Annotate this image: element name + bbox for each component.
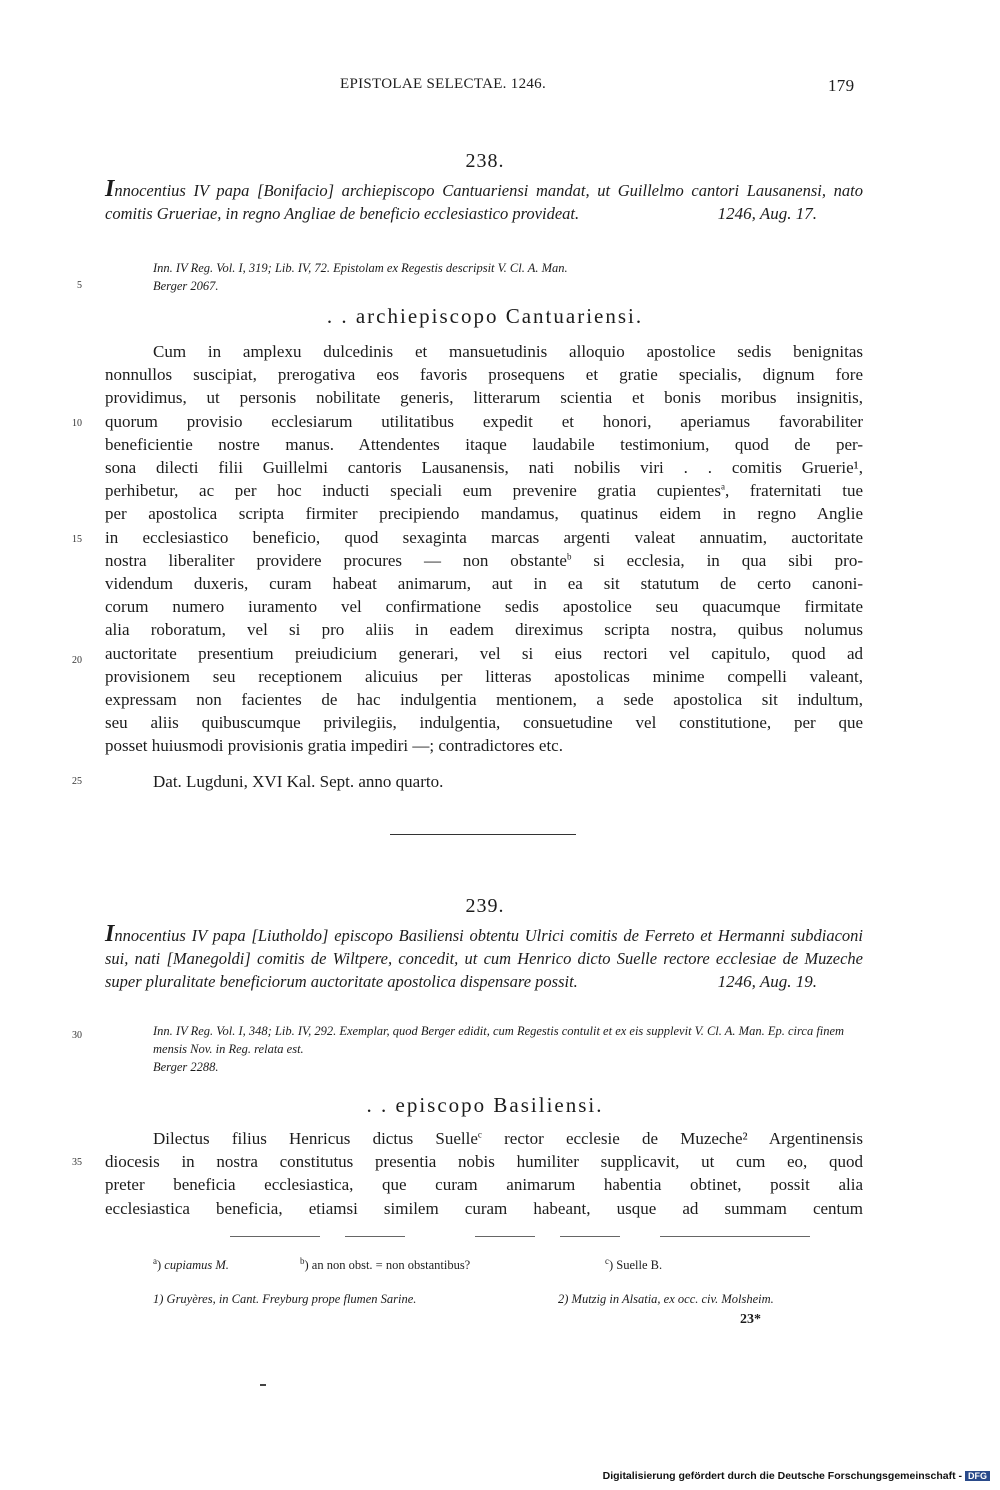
note-marker: a (720, 481, 725, 492)
dating-line: Dat. Lugduni, XVI Kal. Sept. anno quarto. (153, 772, 444, 791)
line-number: 10 (72, 418, 82, 429)
body-line: in ecclesiastico beneficio, quod sexaginta marcas argenti valeat annuatim, auctoritate (105, 527, 863, 547)
body-line: Dilectus filius Henricus dictus Suelle$^c$ rector ecclesie de Muzeche² Argentinensis (153, 1129, 863, 1148)
letter-239-address: . . episcopo Basiliensi. (366, 1093, 604, 1117)
body-line: beneficientie nostre manus. Attendentes itaque laudabile testimonium, quod de per- (105, 434, 863, 454)
footnote-c: $^c$) Suelle B. (605, 1255, 663, 1272)
footnote-text: Suelle B. (616, 1258, 663, 1272)
letter-238-source (153, 259, 863, 295)
footnote-text: 1) Gruyères, in Cant. Freyburg prope flumen Sarine. (153, 1292, 417, 1306)
letter-239-body (105, 1127, 863, 1220)
body-line: ecclesiastica beneficia, etiamsi similem curam habeant, usque ad summam centum (105, 1198, 863, 1218)
footnote-text: 2) Mutzig in Alsatia, ex occ. civ. Molsheim. (558, 1292, 774, 1306)
digitization-credit (603, 1470, 990, 1482)
footnote-1 (153, 1292, 416, 1307)
body-line: auctoritate presentium preiudicium generari, vel si eius rectori vel capitulo, quod ad (105, 643, 863, 663)
footnote-rule (560, 1236, 620, 1237)
footnote-text: cupiamus M. (164, 1258, 229, 1272)
body-line: preter beneficia ecclesiastica, que curam animarum habentia obtinet, possit alia (105, 1175, 863, 1195)
letter-239-source (105, 1022, 863, 1076)
body-line: corum numero iuramento vel confirmatione sedis apostolice seu quacumque firmitate (105, 597, 863, 617)
body-line: quorum provisio ecclesiarum utilitatibus expedit et honori, aperiamus favorabiliter (105, 411, 863, 431)
note-marker: c (477, 1129, 482, 1140)
footnote-2 (558, 1292, 774, 1307)
body-line: expressam non facientes de hac indulgentia mentionem, a sede apostolica sit indultum, (105, 690, 863, 710)
letter-239-regest (105, 923, 863, 993)
stray-mark (260, 1384, 266, 1386)
source-line: Berger 2288. (153, 1060, 219, 1074)
regest-text: nnocentius IV papa [Bonifacio] archiepiscopo Cantuariensi mandat, ut Guillelmo cantori Lausanensi, nato comitis Grueriae, in regno Angliae de beneficio ecclesiastico provideat. (105, 181, 863, 223)
line-number: 5 (77, 280, 82, 291)
running-title: EPISTOLAE SELECTAE. 1246. (340, 76, 547, 92)
signature-mark: 23* (740, 1312, 761, 1327)
line-number: 20 (72, 655, 82, 666)
section-divider (390, 834, 576, 835)
letter-238-body (105, 340, 863, 758)
body-line: videndum duxeris, curam habeat animarum, aut in ea sit statutum de certo canoni- (105, 574, 863, 594)
footnote-b: $^b$) an non obst. = non obstantibus? (300, 1255, 471, 1272)
body-line: Cum in amplexu dulcedinis et mansuetudinis alloquio apostolice sedis benignitas (153, 342, 863, 361)
line-number: 15 (72, 534, 82, 545)
source-line: Inn. IV Reg. Vol. I, 319; Lib. IV, 72. Epistolam ex Regestis descripsit V. Cl. A. Man. (153, 261, 568, 275)
letter-238-date: 1246, Aug. 17. (717, 204, 817, 223)
body-line: seu aliis quibuscumque privilegiis, indulgentia, consuetudine vel constitutione, per que (105, 713, 863, 733)
footnote-a: $^a$) cupiamus M. (153, 1255, 229, 1272)
dfg-logo: DFG (965, 1471, 990, 1481)
line-number: 35 (72, 1157, 82, 1168)
letter-238-dating (105, 770, 863, 793)
credit-text: Digitalisierung gefördert durch die Deutsche Forschungsgemeinschaft - (602, 1470, 962, 1482)
footnote-rule (345, 1236, 405, 1237)
body-line: nonnullos suscipiat, prerogativa eos favoris prosequens et gratie specialis, dignum fore (105, 365, 863, 385)
regest-text: nnocentius IV papa [Liutholdo] episcopo Basiliensi obtentu Ulrici comitis de Ferreto et Hermanni subdiaconi sui, nati [Manegoldi] comitis de Wiltpere, concedit, ut cum Henrico dicto Suelle rectore ecclesiae de Muzeche super pluralitate beneficiorum auctoritate apostolica dispensare possit. (105, 926, 863, 991)
letter-238-address: . . archiepiscopo Cantuariensi. (326, 304, 644, 328)
note-marker: b (566, 551, 572, 562)
body-line: sona dilecti filii Guillelmi cantoris Lausanensis, nati nobilis viri . . comitis Gruerie¹, (105, 458, 863, 478)
body-line: posset huiusmodi provisionis gratia impediri —; contradictores etc. (105, 736, 563, 756)
letter-239-date: 1246, Aug. 19. (717, 972, 817, 991)
body-line: nostra liberaliter providere procures — non obstante$^b$ si ecclesia, in qua sibi pro- (105, 550, 863, 570)
body-line: provisionem seu receptionem alicuius per litteras apostolicas minime compelli valeant, (105, 666, 863, 686)
source-line: Berger 2067. (153, 279, 219, 293)
footnote-rule (475, 1236, 535, 1237)
footnote-rule (230, 1236, 320, 1237)
body-line: diocesis in nostra constitutus presentia nobis humiliter supplicavit, ut cum eo, quod (105, 1152, 863, 1172)
regest-initial: I (105, 921, 115, 947)
line-number: 25 (72, 776, 82, 787)
page-number: 179 (828, 76, 855, 95)
source-line: Inn. IV Reg. Vol. I, 348; Lib. IV, 292. Exemplar, quod Berger edidit, cum Regestis contulit et ex eis supplevit V. Cl. A. Man. Ep. circa finem mensis Nov. in Reg. relata est. (153, 1024, 845, 1056)
line-number: 30 (72, 1030, 82, 1041)
body-line: per apostolica scripta firmiter precipiendo mandamus, quatinus eidem in regno Anglie (105, 504, 863, 524)
footnote-rule (660, 1236, 810, 1237)
footnote-text: an non obst. = non obstantibus? (311, 1258, 471, 1272)
body-line: alia roboratum, vel si pro aliis in eadem direximus scripta nostra, quibus nolumus (105, 620, 863, 640)
letter-238-number: 238. (465, 150, 505, 172)
letter-238-regest (105, 178, 863, 225)
regest-initial: I (105, 176, 115, 202)
body-line: perhibetur, ac per hoc inducti speciali eum prevenire gratia cupientes$^a$, fraternitati tue (105, 481, 863, 501)
letter-239-number: 239. (465, 895, 505, 917)
body-line: providimus, ut personis nobilitate generis, litterarum scientia et bonis moribus insignitis, (105, 388, 863, 408)
